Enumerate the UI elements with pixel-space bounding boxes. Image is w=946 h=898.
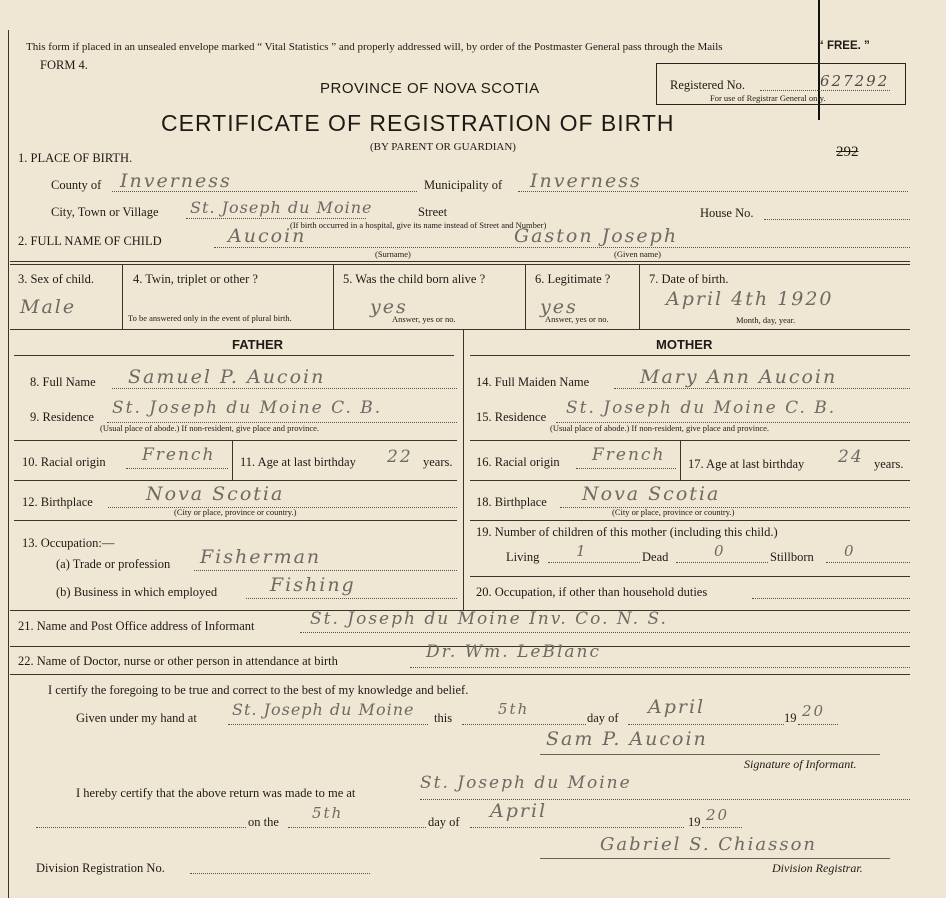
- mother-race-label: 16. Racial origin: [476, 455, 560, 469]
- mail-notice: This form if placed in an unsealed envelope marked “ Vital Statistics ” and properly addressed will, by order of the Postmaster General pass through the Mails: [26, 41, 723, 53]
- informant-label: 21. Name and Post Office address of Informant: [18, 619, 255, 633]
- mother-age-label: 17. Age at last birthday: [688, 457, 805, 471]
- margin-number: 292: [836, 144, 859, 160]
- living-label: Living: [506, 550, 540, 564]
- dob-note: Month, day, year.: [736, 315, 796, 325]
- father-birthplace-value: Nova Scotia: [146, 483, 285, 505]
- street-note: (If birth occurred in a hospital, give its name instead of Street and Number): [290, 220, 547, 230]
- given-year-value: 20: [802, 702, 826, 720]
- registrar-year-prefix: 19: [688, 815, 701, 829]
- child-surname: Aucoin: [228, 225, 307, 247]
- registrar-place-value: St. Joseph du Moine: [420, 773, 632, 793]
- mother-occupation-label: 20. Occupation, if other than household duties: [476, 585, 708, 599]
- sex-value: Male: [20, 296, 77, 318]
- stillborn-label: Stillborn: [770, 550, 814, 564]
- father-age-unit: years.: [423, 455, 453, 469]
- father-birthplace-note: (City or place, province or country.): [174, 507, 297, 517]
- father-name-value: Samuel P. Aucoin: [128, 366, 326, 388]
- city-value: St. Joseph du Moine: [190, 198, 373, 217]
- father-residence-label: 9. Residence: [30, 410, 94, 424]
- doctor-label: 22. Name of Doctor, nurse or other person in attendance at birth: [18, 654, 338, 668]
- informant-signature: Sam P. Aucoin: [546, 728, 708, 750]
- father-business-value: Fishing: [270, 574, 356, 596]
- twin-label: 4. Twin, triplet or other ?: [133, 272, 258, 286]
- registrar-statement: I hereby certify that the above return was made to me at: [76, 786, 356, 800]
- city-label: City, Town or Village: [51, 205, 159, 219]
- dob-label: 7. Date of birth.: [649, 272, 729, 286]
- father-race-value: French: [142, 445, 216, 465]
- child-given-name: Gaston Joseph: [514, 225, 679, 247]
- alive-value: yes: [370, 296, 408, 318]
- division-registrar-caption: Division Registrar.: [772, 861, 863, 875]
- mother-residence-value: St. Joseph du Moine C. B.: [566, 398, 837, 418]
- informant-signature-caption: Signature of Informant.: [744, 757, 857, 771]
- this-label: this: [434, 711, 453, 725]
- legitimate-label: 6. Legitimate ?: [535, 272, 611, 286]
- mother-age-value: 24: [838, 447, 864, 467]
- mother-heading: MOTHER: [656, 337, 713, 352]
- doctor-value: Dr. Wm. LeBlanc: [426, 642, 601, 662]
- place-of-birth-heading: 1. PLACE OF BIRTH.: [18, 151, 133, 165]
- father-trade-label: (a) Trade or profession: [56, 557, 171, 571]
- father-residence-note: (Usual place of abode.) If non-resident, give place and province.: [100, 423, 320, 433]
- father-residence-value: St. Joseph du Moine C. B.: [112, 398, 383, 418]
- mother-age-unit: years.: [874, 457, 904, 471]
- dead-value: 0: [714, 542, 726, 560]
- surname-note: (Surname): [375, 249, 411, 259]
- registered-number: 627292: [820, 72, 890, 90]
- given-day-value: 5th: [498, 700, 530, 718]
- father-occupation-label: 13. Occupation:—: [22, 536, 115, 550]
- house-label: House No.: [700, 206, 754, 220]
- division-registration-label: Division Registration No.: [36, 861, 165, 875]
- municipality-value: Inverness: [530, 170, 642, 192]
- municipality-label: Municipality of: [424, 178, 503, 192]
- mother-birthplace-value: Nova Scotia: [582, 483, 721, 505]
- street-label: Street: [418, 205, 448, 219]
- father-business-label: (b) Business in which employed: [56, 585, 218, 599]
- county-value: Inverness: [120, 170, 232, 192]
- left-border: [8, 30, 9, 898]
- mother-name-label: 14. Full Maiden Name: [476, 375, 590, 389]
- mother-race-value: French: [592, 445, 666, 465]
- mother-name-value: Mary Ann Aucoin: [640, 366, 838, 388]
- given-year-prefix: 19: [784, 711, 797, 725]
- father-heading: FATHER: [232, 337, 284, 352]
- registrar-day-of-label: day of: [428, 815, 460, 829]
- registrar-signature: Gabriel S. Chiasson: [600, 834, 818, 855]
- dob-value: April 4th 1920: [666, 288, 834, 310]
- given-day-of-label: day of: [587, 711, 619, 725]
- twin-note: To be answered only in the event of plural birth.: [128, 313, 292, 323]
- informant-value: St. Joseph du Moine Inv. Co. N. S.: [310, 609, 668, 629]
- stillborn-value: 0: [844, 542, 856, 560]
- registrar-day-value: 5th: [312, 804, 344, 822]
- form-number: FORM 4.: [40, 58, 88, 72]
- given-note: (Given name): [614, 249, 661, 259]
- father-trade-value: Fisherman: [200, 546, 322, 568]
- given-place-value: St. Joseph du Moine: [232, 700, 415, 719]
- living-value: 1: [576, 542, 588, 560]
- father-race-label: 10. Racial origin: [22, 455, 106, 469]
- alive-label: 5. Was the child born alive ?: [343, 272, 486, 286]
- child-name-label: 2. FULL NAME OF CHILD: [18, 234, 162, 248]
- province-title: PROVINCE OF NOVA SCOTIA: [320, 80, 540, 97]
- mother-birthplace-label: 18. Birthplace: [476, 495, 547, 509]
- mother-residence-note: (Usual place of abode.) If non-resident, give place and province.: [550, 423, 770, 433]
- given-under-label: Given under my hand at: [76, 711, 197, 725]
- father-name-label: 8. Full Name: [30, 375, 96, 389]
- alive-note: Answer, yes or no.: [392, 314, 456, 324]
- dead-label: Dead: [642, 550, 669, 564]
- mother-birthplace-note: (City or place, province or country.): [612, 507, 735, 517]
- given-month-value: April: [648, 696, 706, 718]
- certificate-subtitle: (BY PARENT OR GUARDIAN): [370, 141, 516, 153]
- father-age-label: 11. Age at last birthday: [240, 455, 356, 469]
- registered-label: Registered No.: [670, 78, 745, 92]
- children-label: 19. Number of children of this mother (including this child.): [476, 525, 778, 539]
- father-age-value: 22: [387, 447, 413, 467]
- legitimate-note: Answer, yes or no.: [545, 314, 609, 324]
- registrar-note: For use of Registrar General only.: [710, 93, 826, 103]
- father-birthplace-label: 12. Birthplace: [22, 495, 93, 509]
- legitimate-value: yes: [540, 296, 578, 318]
- registrar-month-value: April: [490, 800, 548, 822]
- county-label: County of: [51, 178, 102, 192]
- mother-residence-label: 15. Residence: [476, 410, 547, 424]
- sex-label: 3. Sex of child.: [18, 272, 95, 286]
- registrar-year-value: 20: [706, 806, 730, 824]
- certify-statement: I certify the foregoing to be true and correct to the best of my knowledge and belief.: [48, 683, 469, 697]
- free-label: “ FREE. ”: [818, 40, 870, 52]
- registrar-on-the-label: on the: [248, 815, 279, 829]
- certificate-title: CERTIFICATE OF REGISTRATION OF BIRTH: [161, 110, 675, 136]
